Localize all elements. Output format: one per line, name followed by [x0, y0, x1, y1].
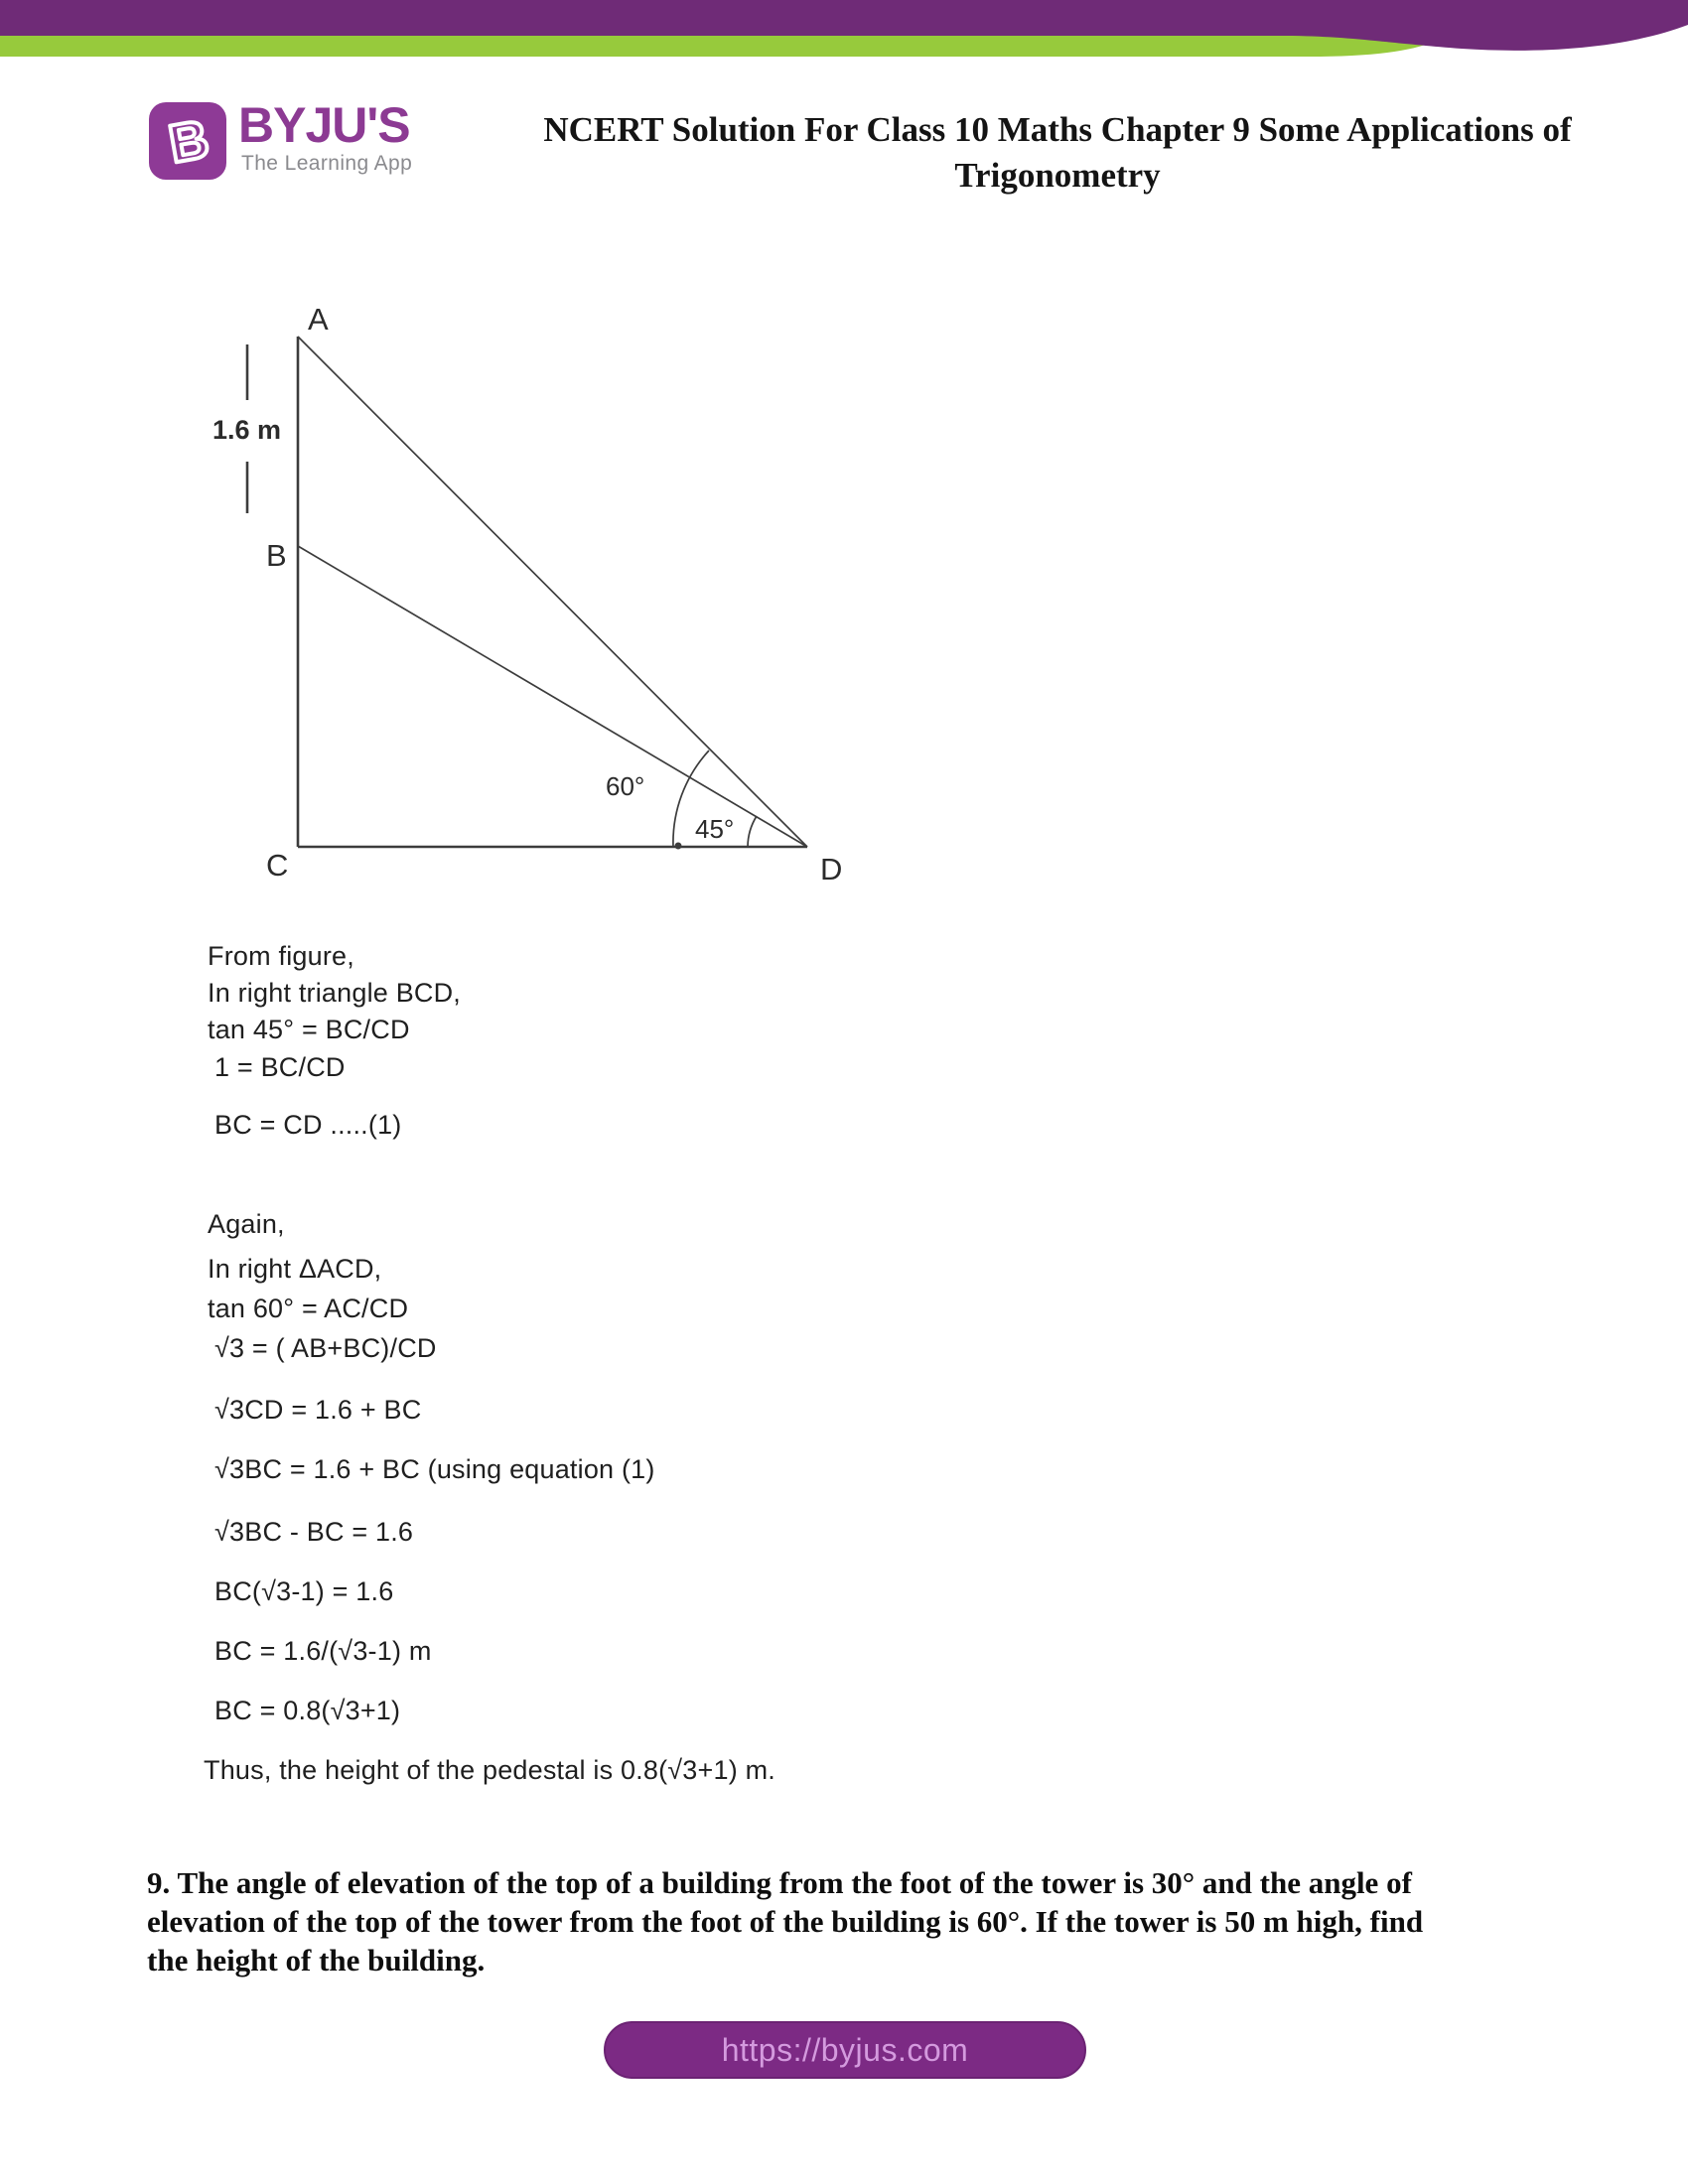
vertex-label-b: B	[266, 538, 287, 573]
solution-line: √3 = ( AB+BC)/CD	[214, 1333, 437, 1363]
arc-end-dot	[675, 843, 682, 850]
angle-label-45: 45°	[695, 814, 735, 844]
solution-line: √3BC = 1.6 + BC (using equation (1)	[214, 1454, 655, 1484]
question-line3: the height of the building.	[147, 1943, 486, 1978]
solution-line: tan 45° = BC/CD	[208, 1015, 410, 1044]
solution-line: BC = 0.8(√3+1)	[214, 1696, 401, 1725]
vertex-label-d: D	[820, 852, 843, 887]
question-line2: elevation of the top of the tower from the foot of the building is 60°. If the tower is 50 m high, find	[147, 1904, 1424, 1939]
brand-tagline: The Learning App	[241, 152, 413, 175]
page-title-line1: NCERT Solution For Class 10 Maths Chapter 9 Some Applications of	[543, 110, 1572, 149]
dimension-label: 1.6 m	[212, 415, 282, 445]
solution-line: BC(√3-1) = 1.6	[214, 1576, 394, 1606]
byjus-logo-mark	[149, 102, 226, 180]
page-title	[437, 107, 1678, 199]
vertex-label-a: A	[308, 302, 329, 337]
solution-line: BC = 1.6/(√3-1) m	[214, 1636, 432, 1666]
solution-line: √3BC - BC = 1.6	[214, 1517, 414, 1547]
header-ribbon	[0, 0, 1688, 79]
solution-line: From figure,	[208, 941, 354, 971]
angle-arc-45	[748, 816, 757, 847]
vertex-label-c: C	[266, 848, 289, 883]
byjus-b-icon	[149, 102, 226, 180]
byjus-logo	[149, 97, 467, 190]
header-green-band	[0, 36, 1434, 57]
solution-line: In right triangle BCD,	[208, 978, 462, 1008]
byjus-b-glyph: B	[164, 108, 213, 175]
brand-name: BYJU'S	[238, 97, 410, 153]
solution-line: tan 60° = AC/CD	[208, 1294, 409, 1323]
solution-line: Again,	[208, 1209, 285, 1239]
byjus-link-button[interactable]: https://byjus.com	[604, 2021, 1086, 2079]
solution-line: √3CD = 1.6 + BC	[214, 1395, 422, 1425]
solution-conclusion: Thus, the height of the pedestal is 0.8(√3+1) m.	[204, 1755, 775, 1785]
solution-line: BC = CD .....(1)	[214, 1110, 402, 1140]
page-title-line2: Trigonometry	[954, 156, 1161, 195]
question-line1: 9. The angle of elevation of the top of a building from the foot of the tower is 30° and the angle of	[147, 1865, 1412, 1900]
solution-line: 1 = BC/CD	[214, 1052, 346, 1082]
angle-label-60: 60°	[606, 771, 645, 801]
solution-line: In right ΔACD,	[208, 1254, 382, 1284]
triangle-figure	[179, 278, 874, 913]
